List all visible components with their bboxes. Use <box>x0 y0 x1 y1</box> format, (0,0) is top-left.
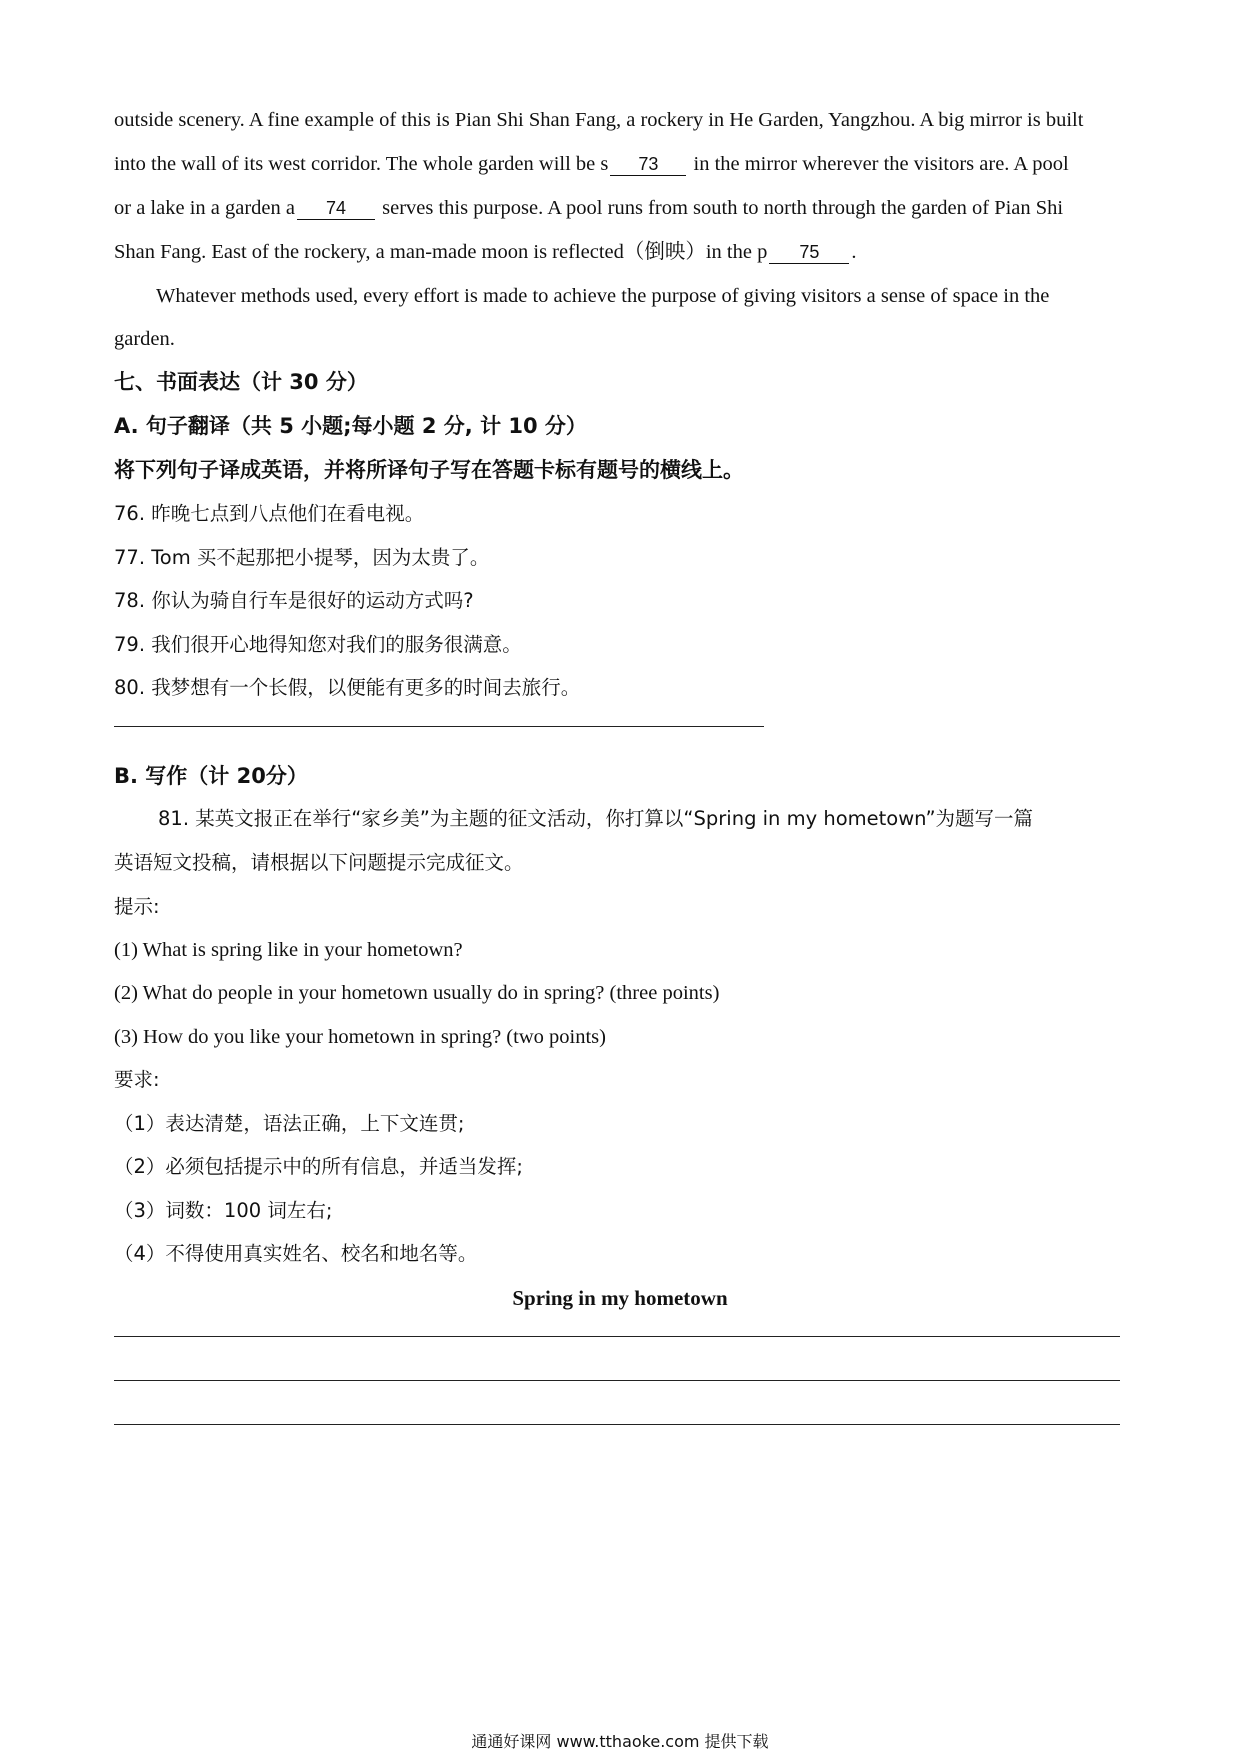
answer-line-3[interactable] <box>114 1424 1120 1425</box>
passage-line-1: outside scenery. A fine example of this is Pian Shi Shan Fang, a rockery in He Garden, Yangzhou. A big mirror is built <box>114 109 1084 131</box>
hint-item-3: (3) How do you like your hometown in spring? (two points) <box>114 1026 606 1048</box>
translation-item-77: 77. Tom 买不起那把小提琴，因为太贵了。 <box>114 546 490 569</box>
requirements-label: 要求: <box>114 1068 160 1091</box>
passage-text: in the mirror wherever the visitors are. A pool <box>693 153 1069 175</box>
requirement-item-4: （4）不得使用真实姓名、校名和地名等。 <box>114 1242 478 1265</box>
passage-line-4 <box>114 238 856 266</box>
footer-watermark: 通通好课网 www.tthaoke.com 提供下载 <box>471 1732 769 1751</box>
part-b-heading: B. 写作（计 20分） <box>114 764 308 788</box>
translation-item-79: 79. 我们很开心地得知您对我们的服务很满意。 <box>114 633 522 656</box>
passage-text: or a lake in a garden a <box>114 197 295 219</box>
answer-line-1[interactable] <box>114 1336 1120 1337</box>
passage-text: serves this purpose. A pool runs from south to north through the garden of Pian Shi <box>382 197 1064 219</box>
passage-para2-line-2: garden. <box>114 328 175 350</box>
passage-text: . <box>851 241 857 263</box>
question-81-line-1: 81. 某英文报正在举行“家乡美”为主题的征文活动，你打算以“Spring in my hometown”为题写一篇 <box>158 807 1034 830</box>
requirement-item-1: （1）表达清楚，语法正确，上下文连贯; <box>114 1112 465 1135</box>
hint-item-2: (2) What do people in your hometown usually do in spring? (three points) <box>114 982 720 1004</box>
requirement-item-2: （2）必须包括提示中的所有信息，并适当发挥; <box>114 1155 523 1178</box>
divider <box>114 726 764 727</box>
passage-para2-line-1: Whatever methods used, every effort is made to achieve the purpose of giving visitors a sense of space in the <box>156 285 1050 307</box>
section-heading: 七、书面表达（计 30 分） <box>114 370 368 394</box>
part-a-heading: A. 句子翻译（共 5 小题;每小题 2 分, 计 10 分） <box>114 414 587 438</box>
passage-line-2 <box>114 150 1069 178</box>
essay-title: Spring in my hometown <box>512 1286 728 1310</box>
hints-label: 提示: <box>114 895 160 918</box>
passage-text: Shan Fang. East of the rockery, a man-made moon is reflected（倒映）in the p <box>114 241 768 263</box>
passage-text: into the wall of its west corridor. The whole garden will be s <box>114 153 609 175</box>
hint-item-1: (1) What is spring like in your hometown? <box>114 939 463 961</box>
translation-item-76: 76. 昨晚七点到八点他们在看电视。 <box>114 502 425 525</box>
question-81-line-2: 英语短文投稿，请根据以下问题提示完成征文。 <box>114 851 524 874</box>
passage-line-3 <box>114 194 1063 222</box>
requirement-item-3: （3）词数：100 词左右; <box>114 1199 333 1222</box>
translation-item-80: 80. 我梦想有一个长假，以便能有更多的时间去旅行。 <box>114 676 581 699</box>
translation-item-78: 78. 你认为骑自行车是很好的运动方式吗? <box>114 589 474 612</box>
answer-line-2[interactable] <box>114 1380 1120 1381</box>
blank-73[interactable]: 73 <box>610 153 686 176</box>
blank-75[interactable]: 75 <box>769 241 849 264</box>
part-a-instruction: 将下列句子译成英语，并将所译句子写在答题卡标有题号的横线上。 <box>114 458 744 482</box>
blank-74[interactable]: 74 <box>297 197 375 220</box>
